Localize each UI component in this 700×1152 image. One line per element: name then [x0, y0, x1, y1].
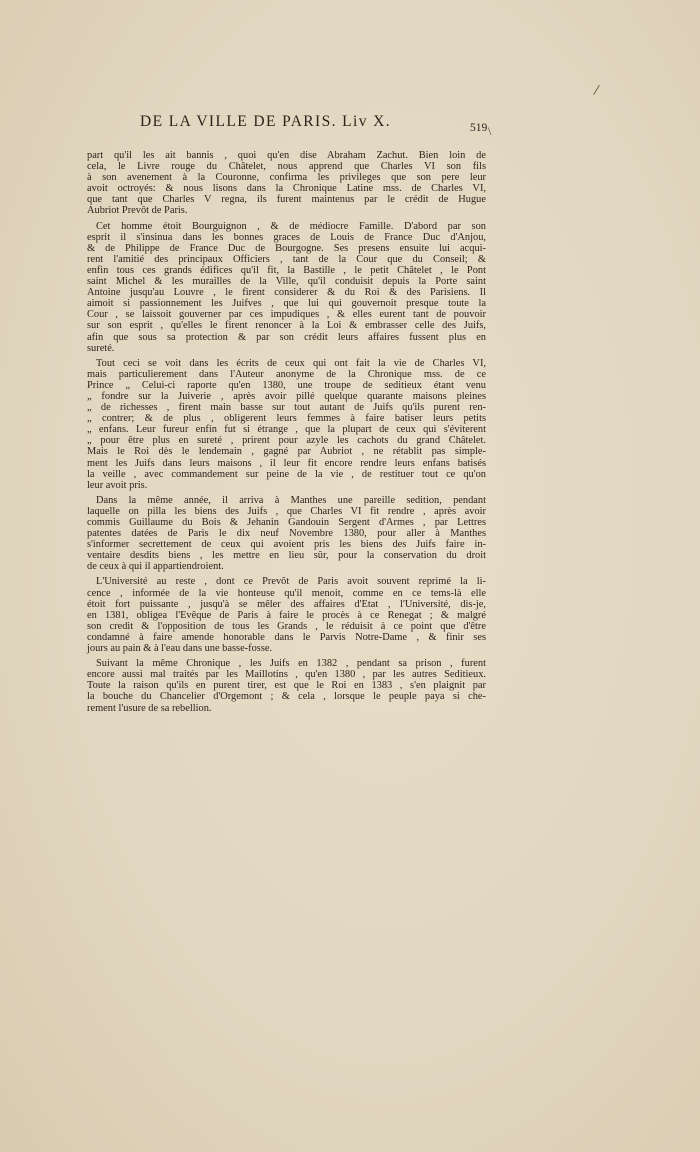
margin-mark: /	[592, 81, 601, 100]
text-line: la veille , avec commandement sur peine de la vie , de restituer tout ce qu'on	[87, 468, 486, 480]
text-line: Suivant la même Chronique , les Juifs en 1382 , pendant sa prison , furent	[96, 658, 486, 670]
text-line: leur avoit pris.	[87, 479, 148, 491]
text-line: Tout ceci se voit dans les écrits de ceux qui ont fait la vie de Charles VI,	[96, 357, 486, 369]
text-line: part qu'il les ait bannis , quoi qu'en dise Abraham Zachut. Bien loin de	[87, 150, 486, 161]
paragraph	[87, 358, 486, 491]
paragraph	[87, 576, 486, 654]
text-line: enfin tous ces grands édifices qu'il fit, la Bastille , le petit Châtelet , le Pont	[87, 264, 486, 276]
text-line: ventaire desdits biens , les mettre en lieu sûr, pour la conservation du droit	[87, 550, 486, 562]
text-line: son credit & l'opposition de tous les Grands , le réduisit à ce point que d'être	[87, 620, 486, 632]
text-line: s'informer secrettement de ceux qui avoient pris les biens des Juifs faire in-	[87, 539, 486, 551]
text-line: Mais le Roi dès le lendemain , gagné par Aubriot , ne rétablit pas simple-	[87, 446, 486, 458]
text-line: „ fondre sur la Juiverie , après avoir pillé quelque quarante maisons pleines	[87, 390, 486, 402]
text-line: laquelle on pilla les biens des Juifs , que Charles VI fit rendre , après avoir	[87, 505, 486, 517]
text-line: „ enfans. Leur fureur enfin fut si étrange , que la plupart de ceux qui s'éviterent	[87, 424, 486, 436]
body-text	[87, 150, 486, 714]
text-line: afin que sous sa protection & par son crédit leurs affaires fussent plus en	[87, 331, 486, 343]
text-line: étoit fort puissante , jusqu'à se mêler des affaires d'Etat , l'Université, dis-je,	[87, 598, 486, 610]
margin-mark-small: \	[488, 124, 492, 138]
text-line: encore aussi mal traités par les Maillotins , qu'en 1380 , par les autres Seditieux.	[87, 669, 486, 681]
text-line: ment les Juifs dans leurs maisons , il leur fit encore rendre leurs enfans batisés	[87, 457, 486, 469]
text-line: de ceux à qui il appartiendroient.	[87, 561, 224, 573]
text-line: avoit octroyés: & nous lisons dans la Chronique Latine mss. de Charles VI,	[87, 183, 486, 195]
text-line: „ pour être plus en sureté , prirent pour azyle les cachots du grand Châtelet.	[87, 435, 486, 447]
paragraph	[87, 221, 486, 354]
text-line: Antoine jusqu'au Louvre , le firent considerer & du Roi & des Parisiens. Il	[87, 287, 486, 299]
text-line: la bouche du Chancelier d'Orgemont ; & cela , lorsque le peuple paya si che-	[87, 691, 486, 703]
text-line: sureté.	[87, 342, 115, 354]
text-line: „ contrer; & de plus , obligerent leurs femmes à faire batiser leurs petits	[87, 413, 486, 425]
running-title: DE LA VILLE DE PARIS. Liv X.	[140, 113, 392, 130]
text-line: cence , informée de la vie honteuse qu'il menoit, comme en ce tems-là elle	[87, 587, 486, 599]
text-line: Cet homme étoit Bourguignon , & de médiocre Famille. D'abord par son	[96, 220, 486, 232]
text-line: patentes datées de Paris le dix neuf Novembre 1380, pour aller à Manthes	[87, 528, 486, 540]
text-line: rement l'usure de sa rebellion.	[87, 702, 212, 714]
text-line: & de Philippe de France Duc de Bourgogne. Ses presens ensuite lui acqui-	[87, 242, 486, 254]
text-line: que tant que Charles V regna, ils furent maintenus par le crédit de Hugue	[87, 194, 486, 206]
paragraph	[87, 658, 486, 713]
text-line: esprit il s'insinua dans les bonnes graces de Louis de France Duc d'Anjou,	[87, 231, 486, 243]
text-line: Toute la raison qu'ils en purent tirer, est que le Roi en 1383 , s'en plaignit par	[87, 680, 486, 692]
text-line: „ de richesses , firent main basse sur tout autant de Juifs qu'ils purent ren-	[87, 402, 486, 414]
text-line: saint Michel & les murailles de la Ville, qu'il conduisit depuis la Porte saint	[87, 276, 486, 288]
text-line: à son avenement à la Couronne, confirma les privileges que son pere leur	[87, 172, 486, 184]
text-line: Cour , se laissoit gouverner par ces impudiques , & elles eurent tant de pouvoir	[87, 309, 486, 321]
paragraph	[87, 495, 486, 573]
text-line: condamné à faire amende honorable dans le Parvis Notre-Dame , & finir ses	[87, 631, 486, 643]
text-line: commis Guillaume du Bois & Jehanin Gandouin Sergent d'Armes , par Lettres	[87, 517, 486, 528]
text-line: rent l'amitié des principaux Officiers , tant de la Cour que du Conseil; &	[87, 253, 486, 265]
text-line: Dans la même année, il arriva à Manthes une pareille sedition, pendant	[96, 494, 486, 506]
text-line: sur son esprit , qu'elles le firent renoncer à la Loi & embrasser celle des Juifs,	[87, 320, 486, 332]
paragraph	[87, 150, 486, 217]
text-line: Prince „ Celui-ci raporte qu'en 1380, une troupe de seditieux étant venu	[87, 379, 486, 391]
text-line: Aubriot Prevôt de Paris.	[87, 205, 188, 217]
text-line: en 1381, obligea l'Evêque de Paris à faire le procès à ce Renegat ; & malgré	[87, 609, 486, 621]
page-number: 519	[470, 122, 488, 134]
text-line: jours au pain & à l'eau dans une basse-fosse.	[87, 643, 273, 655]
text-line: aimoit si passionnement les Juifves , que lui qui gouvernoit presque toute la	[87, 298, 486, 310]
text-line: L'Université au reste , dont ce Prevôt de Paris avoit souvent reprimé la li-	[96, 576, 486, 588]
text-line: cela, le Livre rouge du Châtelet, nous apprend que Charles VI son fils	[87, 161, 486, 173]
text-line: mais particulierement dans l'Auteur anonyme de la Chronique mss. de ce	[87, 368, 486, 380]
